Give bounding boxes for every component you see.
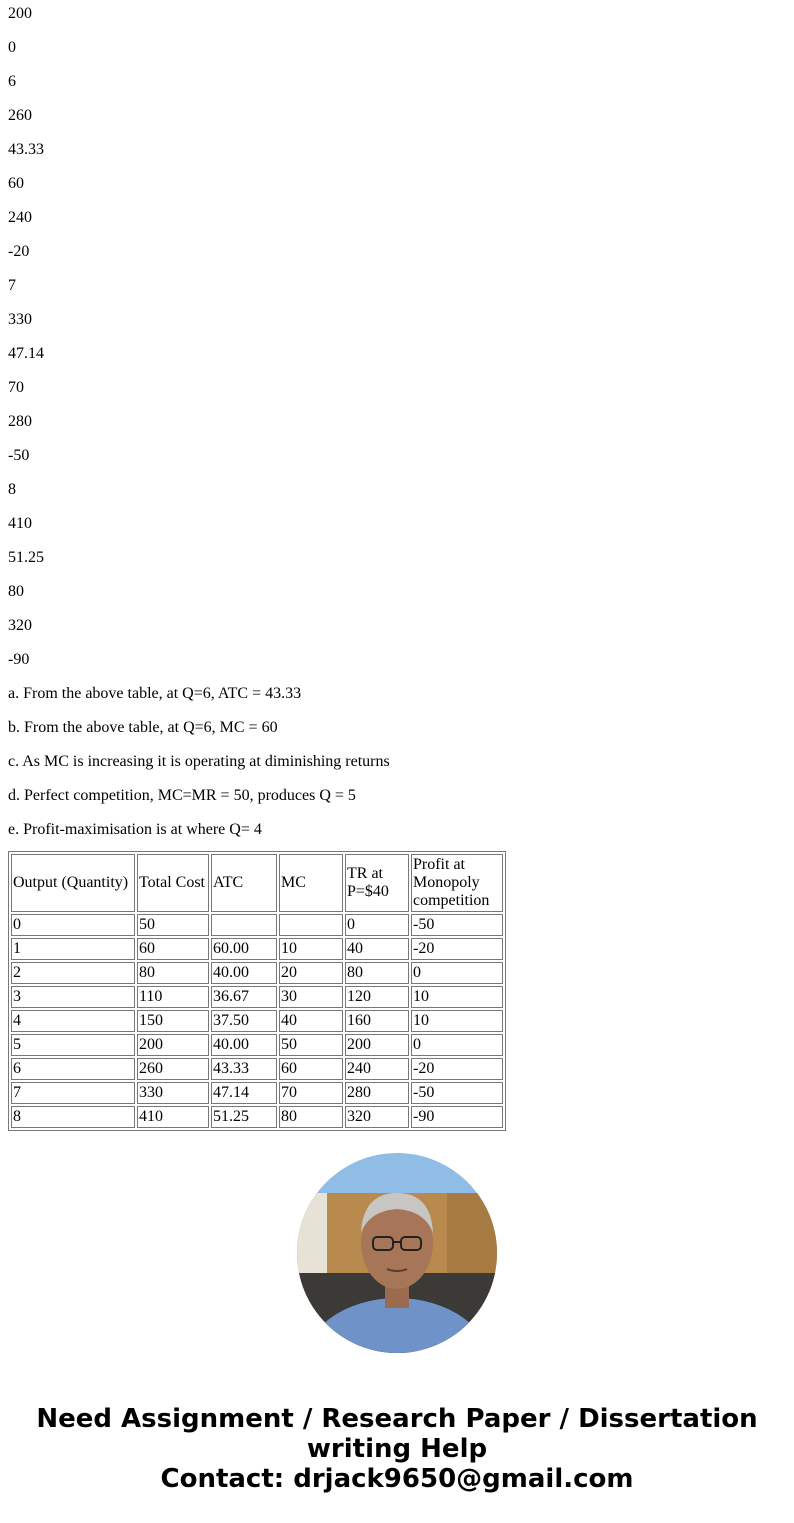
table-cell: 10 — [279, 938, 343, 960]
footer-contact: Contact: drjack9650@gmail.com — [160, 1464, 634, 1494]
table-cell: 60 — [137, 938, 209, 960]
table-cell: 0 — [345, 914, 409, 936]
text-line: 260 — [8, 107, 32, 124]
table-cell: 40.00 — [211, 962, 277, 984]
table-cell: 4 — [11, 1010, 135, 1032]
col-atc: ATC — [211, 854, 277, 912]
text-line: -20 — [8, 243, 30, 260]
col-output: Output (Quantity) — [11, 854, 135, 912]
text-line: 280 — [8, 413, 32, 430]
text-line: 0 — [8, 39, 16, 56]
table-cell: 6 — [11, 1058, 135, 1080]
text-lines — [8, 0, 786, 850]
portrait-image — [297, 1153, 497, 1353]
table-cell: 51.25 — [211, 1106, 277, 1128]
text-line: 410 — [8, 515, 32, 532]
author-photo — [297, 1153, 497, 1353]
table-cell: 200 — [345, 1034, 409, 1056]
text-line: 70 — [8, 379, 24, 396]
table-cell: 120 — [345, 986, 409, 1008]
table-cell: 37.50 — [211, 1010, 277, 1032]
table-row — [11, 1106, 503, 1128]
table-cell: 2 — [11, 962, 135, 984]
table-cell: 260 — [137, 1058, 209, 1080]
table-row — [11, 1082, 503, 1104]
table-cell: 8 — [11, 1106, 135, 1128]
table-cell: 30 — [279, 986, 343, 1008]
text-line: 8 — [8, 481, 16, 498]
table-cell: 47.14 — [211, 1082, 277, 1104]
table-cell: 240 — [345, 1058, 409, 1080]
cost-table — [8, 851, 506, 1131]
footer-line-1: Need Assignment / Research Paper / Dissertation — [36, 1404, 758, 1434]
text-line: 80 — [8, 583, 24, 600]
table-cell: 43.33 — [211, 1058, 277, 1080]
table-cell: 40.00 — [211, 1034, 277, 1056]
col-profit: Profit at Monopoly competition — [411, 854, 503, 912]
table-cell: -50 — [411, 1082, 503, 1104]
table-cell: 40 — [345, 938, 409, 960]
table-cell: -50 — [411, 914, 503, 936]
table-body — [11, 914, 503, 1128]
table-cell: -20 — [411, 938, 503, 960]
table-row — [11, 938, 503, 960]
table-cell: 70 — [279, 1082, 343, 1104]
text-line: 320 — [8, 617, 32, 634]
table-cell — [211, 914, 277, 936]
table-row — [11, 986, 503, 1008]
text-line: e. Profit-maximisation is at where Q= 4 — [8, 821, 262, 838]
table-cell: 80 — [137, 962, 209, 984]
table-cell: -90 — [411, 1106, 503, 1128]
text-line: 7 — [8, 277, 16, 294]
table-cell: 60 — [279, 1058, 343, 1080]
text-line: 330 — [8, 311, 32, 328]
table-cell: -20 — [411, 1058, 503, 1080]
table-cell: 200 — [137, 1034, 209, 1056]
table-cell: 150 — [137, 1010, 209, 1032]
text-line: 60 — [8, 175, 24, 192]
text-line: a. From the above table, at Q=6, ATC = 43.33 — [8, 685, 302, 702]
table-cell: 320 — [345, 1106, 409, 1128]
promo-footer — [0, 1404, 794, 1494]
table-cell: 1 — [11, 938, 135, 960]
table-cell: 330 — [137, 1082, 209, 1104]
text-line: 200 — [8, 5, 32, 22]
table-cell: 10 — [411, 1010, 503, 1032]
table-row — [11, 962, 503, 984]
text-line: 47.14 — [8, 345, 44, 362]
table-cell: 60.00 — [211, 938, 277, 960]
footer-line-2: writing Help — [306, 1434, 488, 1464]
table-cell: 36.67 — [211, 986, 277, 1008]
table-cell: 80 — [279, 1106, 343, 1128]
table-cell: 110 — [137, 986, 209, 1008]
text-line: b. From the above table, at Q=6, MC = 60 — [8, 719, 278, 736]
col-mc: MC — [279, 854, 343, 912]
text-line: 43.33 — [8, 141, 44, 158]
table-cell — [279, 914, 343, 936]
table-cell: 50 — [279, 1034, 343, 1056]
table-cell: 5 — [11, 1034, 135, 1056]
table-cell: 10 — [411, 986, 503, 1008]
table-cell: 0 — [11, 914, 135, 936]
text-line: 6 — [8, 73, 16, 90]
table-cell: 7 — [11, 1082, 135, 1104]
text-line: 240 — [8, 209, 32, 226]
table-cell: 160 — [345, 1010, 409, 1032]
col-total-cost: Total Cost — [137, 854, 209, 912]
table-header-row — [11, 854, 503, 912]
text-line: c. As MC is increasing it is operating at diminishing returns — [8, 753, 390, 770]
table-cell: 40 — [279, 1010, 343, 1032]
table-cell: 50 — [137, 914, 209, 936]
text-line: d. Perfect competition, MC=MR = 50, produces Q = 5 — [8, 787, 356, 804]
table-row — [11, 1058, 503, 1080]
table-row — [11, 1010, 503, 1032]
table-cell: 80 — [345, 962, 409, 984]
table-row — [11, 1034, 503, 1056]
table-cell: 20 — [279, 962, 343, 984]
table-cell: 0 — [411, 962, 503, 984]
table-cell: 0 — [411, 1034, 503, 1056]
text-line: -90 — [8, 651, 30, 668]
text-line: 51.25 — [8, 549, 44, 566]
table-row — [11, 914, 503, 936]
text-line: -50 — [8, 447, 30, 464]
table-cell: 3 — [11, 986, 135, 1008]
col-tr: TR at P=$40 — [345, 854, 409, 912]
table-cell: 280 — [345, 1082, 409, 1104]
table-cell: 410 — [137, 1106, 209, 1128]
